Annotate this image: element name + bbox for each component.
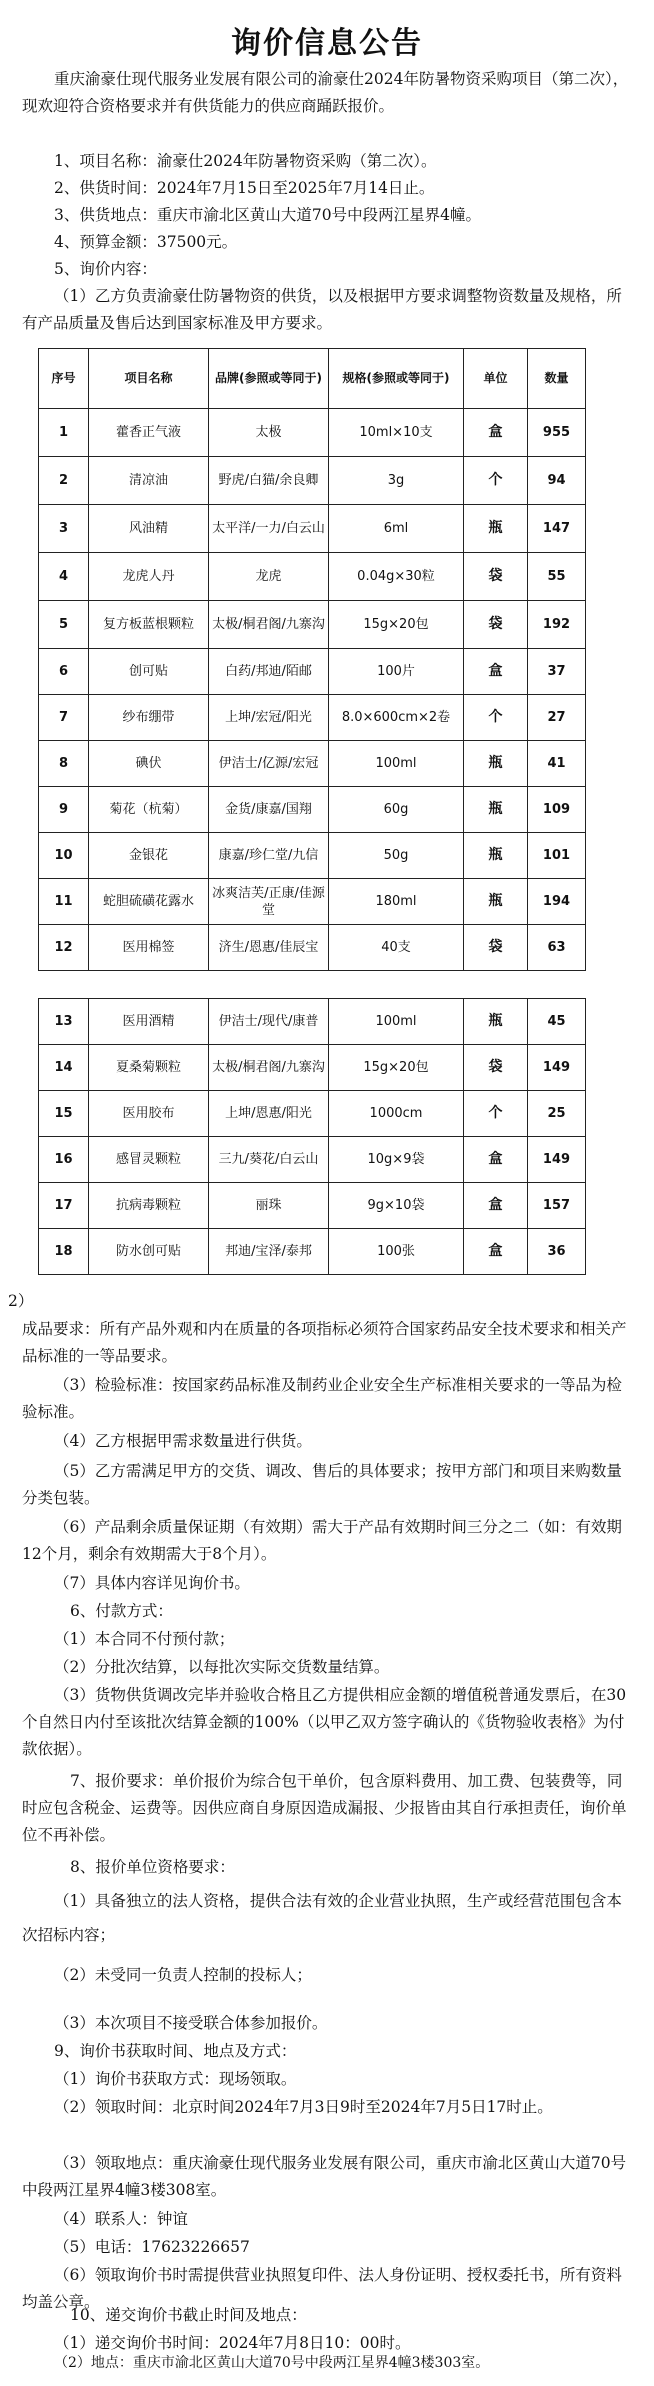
payment-heading: 6、付款方式： xyxy=(70,1602,173,1620)
row-item-name: 纱布绷带 xyxy=(89,695,209,741)
budget-amount: 4、预算金额：37500元。 xyxy=(54,233,238,251)
obtain-6: （6）领取询价书时需提供营业执照复印件、法人身份证明、授权委托书，所有资料均盖公章。 xyxy=(22,2266,622,2311)
row-index: 16 xyxy=(39,1137,89,1183)
row-spec: 100张 xyxy=(329,1229,464,1275)
supply-period: 2、供货时间：2024年7月15日至2025年7月14日止。 xyxy=(54,179,435,197)
row-spec: 100ml xyxy=(329,741,464,787)
table-row xyxy=(39,1045,586,1091)
row-brand: 上坤/宏冠/阳光 xyxy=(209,695,329,741)
materials-table-part1 xyxy=(38,348,586,971)
intro-paragraph: 重庆渝豪仕现代服务业发展有限公司的渝豪仕2024年防暑物资采购项目（第二次），现欢迎符合资格要求并有供货能力的供应商踊跃报价。 xyxy=(22,70,629,115)
row-item-name: 防水创可贴 xyxy=(89,1229,209,1275)
row-spec: 8.0×600cm×2卷 xyxy=(329,695,464,741)
row-item-name: 菊花（杭菊） xyxy=(89,787,209,833)
quality-requirement: 成品要求：所有产品外观和内在质量的各项指标必须符合国家药品安全技术要求和相关产品标准的一等品要求。 xyxy=(22,1320,627,1365)
row-brand: 伊洁士/亿源/宏冠 xyxy=(209,741,329,787)
row-brand: 野虎/白猫/余良卿 xyxy=(209,457,329,505)
table-header-row xyxy=(39,349,586,409)
obtain-1: （1）询价书获取方式：现场领取。 xyxy=(54,2070,297,2088)
row-qty: 36 xyxy=(528,1229,586,1275)
row-item-name: 蛇胆硫磺花露水 xyxy=(89,879,209,925)
table-row xyxy=(39,1183,586,1229)
obtain-heading: 9、询价书获取时间、地点及方式： xyxy=(54,2042,297,2060)
row-item-name: 医用胶布 xyxy=(89,1091,209,1137)
row-qty: 955 xyxy=(528,409,586,457)
row-index: 8 xyxy=(39,741,89,787)
row-qty: 37 xyxy=(528,649,586,695)
qualification-1: （1）具备独立的法人资格，提供合法有效的企业营业执照，生产或经营范围包含本次招标内容； xyxy=(22,1892,622,1944)
table-row xyxy=(39,999,586,1045)
qualification-2: （2）未受同一负责人控制的投标人； xyxy=(54,1966,312,1984)
table-row xyxy=(39,649,586,695)
delivery-requirement: （5）乙方需满足甲方的交货、调改、售后的具体要求；按甲方部门和项目来购数量分类包装。 xyxy=(22,1462,622,1507)
row-item-name: 夏桑菊颗粒 xyxy=(89,1045,209,1091)
row-spec: 60g xyxy=(329,787,464,833)
row-qty: 41 xyxy=(528,741,586,787)
row-qty: 192 xyxy=(528,601,586,649)
project-name: 1、项目名称：渝豪仕2024年防暑物资采购（第二次）。 xyxy=(54,152,437,170)
shelf-life-requirement: （6）产品剩余质量保证期（有效期）需大于产品有效期时间三分之二（如：有效期12个月，剩余有效期需大于8个月）。 xyxy=(22,1518,622,1563)
row-index: 3 xyxy=(39,505,89,553)
table-row xyxy=(39,741,586,787)
table-row xyxy=(39,833,586,879)
row-index: 5 xyxy=(39,601,89,649)
row-spec: 0.04g×30粒 xyxy=(329,553,464,601)
row-unit: 瓶 xyxy=(464,505,528,553)
row-unit: 盒 xyxy=(464,1229,528,1275)
row-brand: 太极/桐君阁/九寨沟 xyxy=(209,1045,329,1091)
submit-heading: 10、递交询价书截止时间及地点： xyxy=(70,2306,307,2324)
row-qty: 194 xyxy=(528,879,586,925)
row-index: 6 xyxy=(39,649,89,695)
row-brand: 龙虎 xyxy=(209,553,329,601)
header-index: 序号 xyxy=(39,349,89,409)
row-unit: 袋 xyxy=(464,925,528,971)
inquiry-content-1: （1）乙方负责渝豪仕防暑物资的供货，以及根据甲方要求调整物资数量及规格，所有产品质量及售后达到国家标准及甲方要求。 xyxy=(22,287,622,332)
row-qty: 55 xyxy=(528,553,586,601)
submit-time: （1）递交询价书时间：2024年7月8日10：00时。 xyxy=(54,2334,411,2352)
row-qty: 149 xyxy=(528,1045,586,1091)
row-item-name: 碘伏 xyxy=(89,741,209,787)
row-spec: 6ml xyxy=(329,505,464,553)
row-index: 7 xyxy=(39,695,89,741)
table-row xyxy=(39,409,586,457)
row-unit: 盒 xyxy=(464,649,528,695)
row-unit: 瓶 xyxy=(464,879,528,925)
table-row xyxy=(39,457,586,505)
table-row xyxy=(39,553,586,601)
row-index: 9 xyxy=(39,787,89,833)
row-qty: 149 xyxy=(528,1137,586,1183)
row-brand: 丽珠 xyxy=(209,1183,329,1229)
payment-3: （3）货物供货调改完毕并验收合格且乙方提供相应金额的增值税普通发票后，在30个自然日内付至该批次结算金额的100%（以甲乙双方签字确认的《货物验收表格》为付款依据）。 xyxy=(22,1686,627,1758)
row-unit: 个 xyxy=(464,457,528,505)
supply-by-demand: （4）乙方根据甲需求数量进行供货。 xyxy=(54,1432,312,1450)
row-spec: 100片 xyxy=(329,649,464,695)
row-index: 11 xyxy=(39,879,89,925)
row-brand: 三九/葵花/白云山 xyxy=(209,1137,329,1183)
inquiry-content-heading: 5、询价内容： xyxy=(54,260,157,278)
header-brand: 品牌(参照或等同于) xyxy=(209,349,329,409)
qualification-heading: 8、报价单位资格要求： xyxy=(70,1858,235,1876)
row-unit: 袋 xyxy=(464,1045,528,1091)
details-reference: （7）具体内容详见询价书。 xyxy=(54,1574,250,1592)
table-row xyxy=(39,695,586,741)
quote-requirement: 7、报价要求：单价报价为综合包干单价，包含原料费用、加工费、包装费等，同时应包含税金、运费等。因供应商自身原因造成漏报、少报皆由其自行承担责任，询价单位不再补偿。 xyxy=(22,1772,627,1844)
row-item-name: 金银花 xyxy=(89,833,209,879)
row-brand: 伊洁士/现代/康普 xyxy=(209,999,329,1045)
row-unit: 个 xyxy=(464,695,528,741)
row-spec: 100ml xyxy=(329,999,464,1045)
row-unit: 盒 xyxy=(464,1183,528,1229)
row-unit: 瓶 xyxy=(464,833,528,879)
row-item-name: 复方板蓝根颗粒 xyxy=(89,601,209,649)
row-unit: 盒 xyxy=(464,409,528,457)
row-unit: 盒 xyxy=(464,1137,528,1183)
row-item-name: 医用酒精 xyxy=(89,999,209,1045)
row-qty: 101 xyxy=(528,833,586,879)
row-qty: 27 xyxy=(528,695,586,741)
row-brand: 济生/恩惠/佳辰宝 xyxy=(209,925,329,971)
row-qty: 63 xyxy=(528,925,586,971)
table-row xyxy=(39,1091,586,1137)
row-index: 10 xyxy=(39,833,89,879)
row-spec: 15g×20包 xyxy=(329,1045,464,1091)
row-spec: 10g×9袋 xyxy=(329,1137,464,1183)
obtain-2: （2）领取时间：北京时间2024年7月3日9时至2024年7月5日17时止。 xyxy=(54,2098,553,2116)
row-spec: 10ml×10支 xyxy=(329,409,464,457)
row-item-name: 清凉油 xyxy=(89,457,209,505)
row-unit: 袋 xyxy=(464,601,528,649)
row-brand: 冰爽洁芙/正康/佳源堂 xyxy=(209,879,329,925)
row-brand: 上坤/恩惠/阳光 xyxy=(209,1091,329,1137)
header-item-name: 项目名称 xyxy=(89,349,209,409)
inspection-standard: （3）检验标准：按国家药品标准及制药业企业安全生产标准相关要求的一等品为检验标准。 xyxy=(22,1376,622,1421)
row-index: 17 xyxy=(39,1183,89,1229)
supply-location: 3、供货地点：重庆市渝北区黄山大道70号中段两江星界4幢。 xyxy=(54,206,481,224)
table-row xyxy=(39,601,586,649)
table-row xyxy=(39,1137,586,1183)
submit-location: （2）地点：重庆市渝北区黄山大道70号中段两江星界4幢3楼303室。 xyxy=(54,2355,490,2371)
obtain-3: （3）领取地点：重庆渝豪仕现代服务业发展有限公司，重庆市渝北区黄山大道70号中段两江星界4幢3楼308室。 xyxy=(22,2154,627,2199)
row-index: 12 xyxy=(39,925,89,971)
row-qty: 94 xyxy=(528,457,586,505)
row-unit: 个 xyxy=(464,1091,528,1137)
row-qty: 157 xyxy=(528,1183,586,1229)
row-spec: 15g×20包 xyxy=(329,601,464,649)
row-item-name: 医用棉签 xyxy=(89,925,209,971)
row-qty: 109 xyxy=(528,787,586,833)
table-row xyxy=(39,505,586,553)
materials-table-part2 xyxy=(38,998,586,1275)
row-index: 18 xyxy=(39,1229,89,1275)
table-row xyxy=(39,1229,586,1275)
row-qty: 25 xyxy=(528,1091,586,1137)
row-item-name: 创可贴 xyxy=(89,649,209,695)
payment-1: （1）本合同不付预付款； xyxy=(54,1630,235,1648)
row-spec: 1000cm xyxy=(329,1091,464,1137)
qualification-3: （3）本次项目不接受联合体参加报价。 xyxy=(54,2014,328,2032)
header-unit: 单位 xyxy=(464,349,528,409)
row-qty: 147 xyxy=(528,505,586,553)
row-index: 15 xyxy=(39,1091,89,1137)
row-index: 13 xyxy=(39,999,89,1045)
row-item-name: 抗病毒颗粒 xyxy=(89,1183,209,1229)
row-item-name: 龙虎人丹 xyxy=(89,553,209,601)
row-item-name: 感冒灵颗粒 xyxy=(89,1137,209,1183)
row-item-name: 藿香正气液 xyxy=(89,409,209,457)
row-brand: 金货/康嘉/国翔 xyxy=(209,787,329,833)
table-row xyxy=(39,879,586,925)
contact-person: （4）联系人：钟谊 xyxy=(54,2210,188,2228)
row-unit: 瓶 xyxy=(464,999,528,1045)
table-row xyxy=(39,925,586,971)
row-spec: 180ml xyxy=(329,879,464,925)
row-brand: 太平洋/一力/白云山 xyxy=(209,505,329,553)
row-spec: 40支 xyxy=(329,925,464,971)
page-title: 询价信息公告 xyxy=(231,26,423,61)
row-brand: 太极 xyxy=(209,409,329,457)
contact-phone: （5）电话：17623226657 xyxy=(54,2238,250,2256)
header-spec: 规格(参照或等同于) xyxy=(329,349,464,409)
row-brand: 邦迪/宝泽/泰邦 xyxy=(209,1229,329,1275)
payment-2: （2）分批次结算，以每批次实际交货数量结算。 xyxy=(54,1658,390,1676)
header-qty: 数量 xyxy=(528,349,586,409)
row-index: 14 xyxy=(39,1045,89,1091)
row-unit: 瓶 xyxy=(464,787,528,833)
row-brand: 康嘉/珍仁堂/九信 xyxy=(209,833,329,879)
row-unit: 袋 xyxy=(464,553,528,601)
row-spec: 3g xyxy=(329,457,464,505)
row-item-name: 风油精 xyxy=(89,505,209,553)
row-brand: 白药/邦迪/陌邮 xyxy=(209,649,329,695)
paren-marker: 2） xyxy=(8,1292,34,1310)
table-row xyxy=(39,787,586,833)
row-qty: 45 xyxy=(528,999,586,1045)
row-index: 2 xyxy=(39,457,89,505)
row-spec: 9g×10袋 xyxy=(329,1183,464,1229)
row-unit: 瓶 xyxy=(464,741,528,787)
row-index: 4 xyxy=(39,553,89,601)
row-index: 1 xyxy=(39,409,89,457)
row-brand: 太极/桐君阁/九寨沟 xyxy=(209,601,329,649)
row-spec: 50g xyxy=(329,833,464,879)
